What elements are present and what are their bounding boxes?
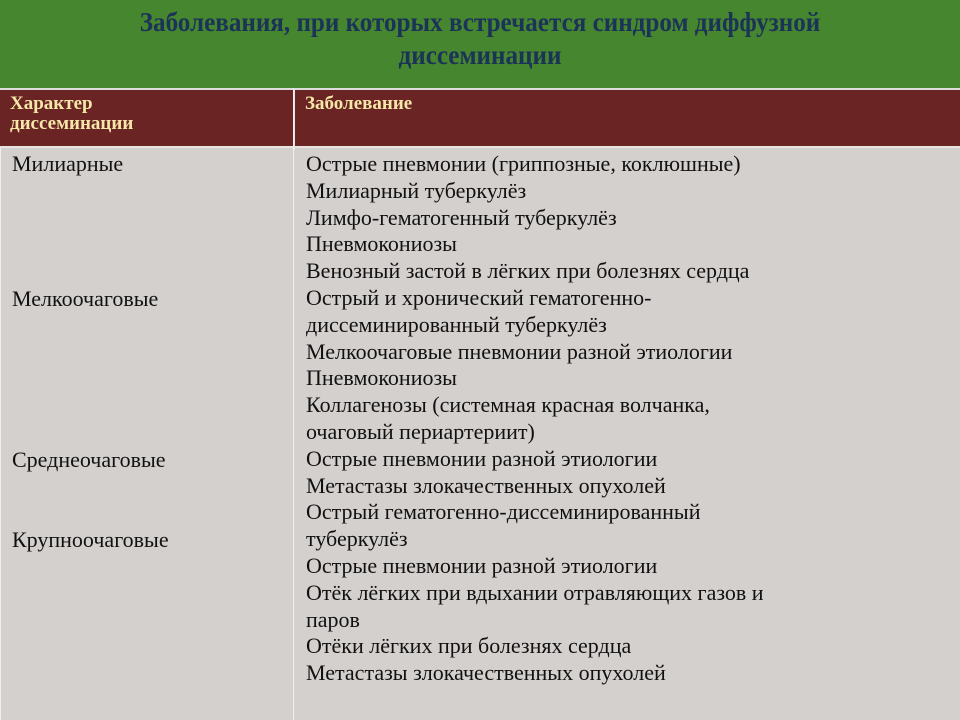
slide-title-line-1: Заболевания, при которых встречается синдром диффузной <box>139 7 821 37</box>
disease-line: Острые пневмонии (гриппозные, коклюшные) <box>306 151 741 176</box>
disease-line: Острые пневмонии разной этиологии <box>306 552 658 578</box>
disease-line: Острый гематогенно-диссеминированный <box>306 499 701 525</box>
disease-line: Венозный застой в лёгких при болезнях сердца <box>306 258 750 284</box>
title-band <box>0 0 960 88</box>
table-left-border <box>0 148 1 720</box>
disease-line: Метастазы злокачественных опухолей <box>306 660 666 686</box>
header-col1-line-2: диссеминации <box>10 113 134 134</box>
disease-line: Острый и хронический гематогенно- <box>306 284 652 310</box>
character-miliary: Милиарные <box>12 151 124 176</box>
disease-line: Коллагенозы (системная красная волчанка, <box>306 392 710 418</box>
column-divider <box>293 88 294 720</box>
slide-title-line-2: диссеминации <box>398 40 562 70</box>
disease-table <box>0 88 960 720</box>
disease-line: очаговый периартериит) <box>306 418 535 444</box>
header-dissemination-character <box>10 94 290 134</box>
disease-line: Пневмокониозы <box>306 365 457 391</box>
character-large-focal: Крупноочаговые <box>12 527 169 552</box>
disease-line: диссеминированный туберкулёз <box>306 311 607 337</box>
disease-line: Лимфо-гематогенный туберкулёз <box>306 204 617 230</box>
slide-title <box>62 6 899 72</box>
disease-line: Отёки лёгких при болезнях сердца <box>306 633 632 659</box>
disease-line: Метастазы злокачественных опухолей <box>306 472 666 498</box>
disease-line: Пневмокониозы <box>306 231 457 257</box>
disease-line: Милиарный туберкулёз <box>306 177 527 203</box>
character-small-focal: Мелкоочаговые <box>12 286 159 311</box>
header-col1-line-1: Характер <box>10 93 93 114</box>
disease-line: туберкулёз <box>306 526 408 552</box>
disease-line: паров <box>306 606 360 632</box>
disease-line: Мелкоочаговые пневмонии разной этиологии <box>306 338 733 364</box>
disease-line: Отёк лёгких при вдыхании отравляющих газов и <box>306 579 764 605</box>
character-medium-focal: Среднеочаговые <box>12 447 166 472</box>
disease-list <box>306 151 946 687</box>
table-header-row <box>0 88 960 148</box>
header-disease: Заболевание <box>305 93 413 114</box>
disease-line: Острые пневмонии разной этиологии <box>306 445 658 471</box>
